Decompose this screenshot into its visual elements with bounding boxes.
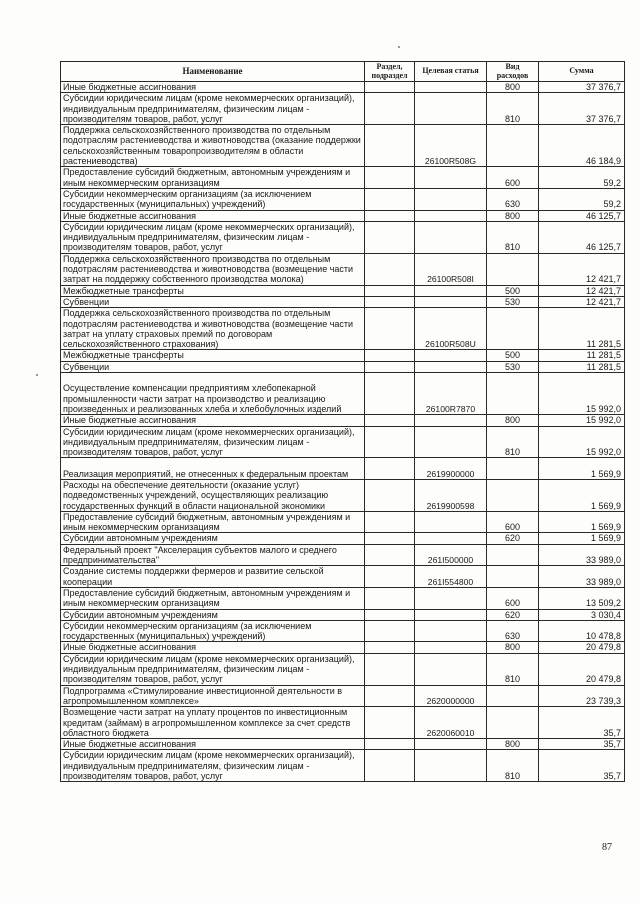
row-expense-type [487, 253, 539, 285]
row-target [415, 82, 487, 93]
header-section: Раздел, подраздел [365, 62, 415, 82]
row-section [365, 125, 415, 167]
row-target: 261I554800 [415, 566, 487, 588]
row-section [365, 210, 415, 221]
row-section [365, 479, 415, 511]
row-expense-type [487, 707, 539, 739]
row-expense-type: 530 [487, 361, 539, 372]
row-sum: 33 989,0 [539, 566, 625, 588]
table-row [61, 609, 625, 620]
row-name: Возмещение части затрат на уплату процентов по инвестиционным кредитам (займам) в агропромышленном комплексе за счет средств областного бюджета [61, 707, 365, 739]
row-target: 26100R7870 [415, 373, 487, 415]
row-target [415, 750, 487, 782]
row-target [415, 642, 487, 653]
row-section [365, 415, 415, 426]
row-section [365, 93, 415, 125]
row-target [415, 93, 487, 125]
row-sum: 3 030,4 [539, 609, 625, 620]
row-sum: 1 569,9 [539, 458, 625, 480]
header-sum: Сумма [539, 62, 625, 82]
row-expense-type: 810 [487, 750, 539, 782]
row-sum: 59,2 [539, 167, 625, 189]
row-section [365, 350, 415, 361]
table-row [61, 210, 625, 221]
row-sum: 20 479,8 [539, 653, 625, 685]
row-expense-type: 620 [487, 609, 539, 620]
row-name: Реализация мероприятий, не отнесенных к федеральным проектам [61, 458, 365, 480]
row-expense-type [487, 125, 539, 167]
row-name: Межбюджетные трансферты [61, 350, 365, 361]
row-section [365, 296, 415, 307]
row-sum: 13 509,2 [539, 587, 625, 609]
table-row [61, 587, 625, 609]
row-name: Предоставление субсидий бюджетным, автономным учреждениям и иным некоммерческим организациям [61, 167, 365, 189]
row-target [415, 167, 487, 189]
row-sum: 1 569,9 [539, 511, 625, 533]
row-expense-type [487, 308, 539, 350]
row-target [415, 188, 487, 210]
row-target [415, 609, 487, 620]
row-sum: 35,7 [539, 750, 625, 782]
row-expense-type [487, 685, 539, 707]
row-target [415, 296, 487, 307]
row-sum: 15 992,0 [539, 415, 625, 426]
row-section [365, 707, 415, 739]
row-expense-type: 530 [487, 296, 539, 307]
row-name: Субсидии юридическим лицам (кроме некоммерческих организаций), индивидуальным предпринимателям, физическим лицам - производителям товаров, работ, услуг [61, 653, 365, 685]
row-expense-type [487, 479, 539, 511]
row-section [365, 566, 415, 588]
budget-table [60, 61, 625, 782]
row-target [415, 511, 487, 533]
row-name: Поддержка сельскохозяйственного производства по отдельным подотраслям растениеводства и животноводства (возмещение части затрат на поддержку собственного производства молока) [61, 253, 365, 285]
row-section [365, 188, 415, 210]
row-name: Поддержка сельскохозяйственного производства по отдельным подотраслям растениеводства и животноводства (возмещение части затрат на уплату страховых премий по договорам сельскохозяйственного страхования) [61, 308, 365, 350]
table-row [61, 125, 625, 167]
row-sum: 11 281,5 [539, 361, 625, 372]
row-sum: 1 569,9 [539, 479, 625, 511]
row-sum: 37 376,7 [539, 93, 625, 125]
row-expense-type: 800 [487, 210, 539, 221]
row-target [415, 587, 487, 609]
row-target: 2620000000 [415, 685, 487, 707]
row-name: Межбюджетные трансферты [61, 285, 365, 296]
row-name: Предоставление субсидий бюджетным, автономным учреждениям и иным некоммерческим организациям [61, 511, 365, 533]
table-row [61, 373, 625, 415]
row-expense-type: 620 [487, 533, 539, 544]
row-target [415, 285, 487, 296]
row-section [365, 253, 415, 285]
row-section [365, 533, 415, 544]
row-target: 261I500000 [415, 544, 487, 566]
row-name: Субвенции [61, 296, 365, 307]
row-section [365, 609, 415, 620]
row-sum: 10 478,8 [539, 620, 625, 642]
row-target [415, 653, 487, 685]
table-row [61, 167, 625, 189]
row-expense-type: 630 [487, 188, 539, 210]
row-section [365, 221, 415, 253]
table-row [61, 533, 625, 544]
row-name: Федеральный проект "Акселерация субъектов малого и среднего предпринимательства" [61, 544, 365, 566]
table-body [61, 82, 625, 782]
row-expense-type: 800 [487, 739, 539, 750]
row-section [365, 653, 415, 685]
row-sum: 23 739,3 [539, 685, 625, 707]
row-section [365, 511, 415, 533]
header-name: Наименование [61, 62, 365, 82]
row-name: Субсидии некоммерческим организациям (за исключением государственных (муниципальных) учреждений) [61, 620, 365, 642]
table-row [61, 285, 625, 296]
table-row [61, 544, 625, 566]
row-expense-type: 810 [487, 426, 539, 458]
row-section [365, 308, 415, 350]
row-sum: 46 184,9 [539, 125, 625, 167]
row-section [365, 739, 415, 750]
row-sum: 37 376,7 [539, 82, 625, 93]
table-row [61, 93, 625, 125]
row-sum: 59,2 [539, 188, 625, 210]
row-expense-type: 800 [487, 415, 539, 426]
table-row [61, 566, 625, 588]
row-section [365, 285, 415, 296]
row-expense-type: 630 [487, 620, 539, 642]
row-target [415, 350, 487, 361]
row-section [365, 167, 415, 189]
row-expense-type: 800 [487, 642, 539, 653]
row-sum: 12 421,7 [539, 296, 625, 307]
row-target: 2619900598 [415, 479, 487, 511]
row-expense-type: 810 [487, 653, 539, 685]
row-name: Осуществление компенсации предприятиям хлебопекарной промышленности части затрат на производство и реализацию произведенных и реализованных хлеба и хлебобулочных изделий [61, 373, 365, 415]
row-name: Расходы на обеспечение деятельности (оказание услуг) подведомственных учреждений, осуществляющих реализацию государственных функций в области национальной экономики [61, 479, 365, 511]
row-expense-type: 800 [487, 82, 539, 93]
row-expense-type: 600 [487, 167, 539, 189]
row-sum: 12 421,7 [539, 253, 625, 285]
table-row [61, 188, 625, 210]
row-section [365, 361, 415, 372]
row-name: Субсидии юридическим лицам (кроме некоммерческих организаций), индивидуальным предпринимателям, физическим лицам - производителям товаров, работ, услуг [61, 221, 365, 253]
row-sum: 15 992,0 [539, 373, 625, 415]
table-row [61, 653, 625, 685]
row-expense-type [487, 373, 539, 415]
table-row [61, 707, 625, 739]
row-section [365, 458, 415, 480]
row-name: Иные бюджетные ассигнования [61, 642, 365, 653]
table-row [61, 308, 625, 350]
row-sum: 35,7 [539, 739, 625, 750]
table-row [61, 620, 625, 642]
scan-speck [36, 374, 38, 376]
row-name: Иные бюджетные ассигнования [61, 739, 365, 750]
row-name: Субсидии юридическим лицам (кроме некоммерческих организаций), индивидуальным предпринимателям, физическим лицам - производителям товаров, работ, услуг [61, 93, 365, 125]
table-row [61, 253, 625, 285]
row-section [365, 544, 415, 566]
row-name: Подпрограмма «Стимулирование инвестиционной деятельности в агропромышленном комплексе» [61, 685, 365, 707]
header-expense-type: Вид расходов [487, 62, 539, 82]
row-name: Иные бюджетные ассигнования [61, 415, 365, 426]
row-name: Иные бюджетные ассигнования [61, 210, 365, 221]
row-name: Субсидии автономным учреждениям [61, 533, 365, 544]
page-number: 87 [602, 842, 612, 853]
row-name: Субсидии юридическим лицам (кроме некоммерческих организаций), индивидуальным предпринимателям, физическим лицам - производителям товаров, работ, услуг [61, 426, 365, 458]
row-expense-type: 600 [487, 587, 539, 609]
row-sum: 46 125,7 [539, 221, 625, 253]
row-name: Субвенции [61, 361, 365, 372]
row-sum: 12 421,7 [539, 285, 625, 296]
row-name: Предоставление субсидий бюджетным, автономным учреждениям и иным некоммерческим организациям [61, 587, 365, 609]
row-section [365, 82, 415, 93]
row-section [365, 426, 415, 458]
row-expense-type: 810 [487, 221, 539, 253]
header-target: Целевая статья [415, 62, 487, 82]
row-expense-type [487, 544, 539, 566]
row-name: Иные бюджетные ассигнования [61, 82, 365, 93]
row-name: Поддержка сельскохозяйственного производства по отдельным подотраслям растениеводства и животноводства (оказание поддержки сельскохозяйственным товаропроизводителям в области растениеводства) [61, 125, 365, 167]
row-expense-type [487, 458, 539, 480]
row-name: Субсидии юридическим лицам (кроме некоммерческих организаций), индивидуальным предпринимателям, физическим лицам - производителям товаров, работ, услуг [61, 750, 365, 782]
row-target [415, 415, 487, 426]
row-sum: 35,7 [539, 707, 625, 739]
row-expense-type: 500 [487, 350, 539, 361]
row-target [415, 210, 487, 221]
table-row [61, 361, 625, 372]
row-sum: 11 281,5 [539, 308, 625, 350]
row-target: 26100R508U [415, 308, 487, 350]
table-row [61, 458, 625, 480]
row-target [415, 620, 487, 642]
row-target: 2619900000 [415, 458, 487, 480]
table-row [61, 685, 625, 707]
table-header-row [61, 62, 625, 82]
table-row [61, 511, 625, 533]
row-section [365, 587, 415, 609]
row-target: 26100R508G [415, 125, 487, 167]
row-sum: 46 125,7 [539, 210, 625, 221]
row-target [415, 426, 487, 458]
row-expense-type: 810 [487, 93, 539, 125]
table-row [61, 479, 625, 511]
row-sum: 11 281,5 [539, 350, 625, 361]
row-sum: 15 992,0 [539, 426, 625, 458]
table-row [61, 350, 625, 361]
row-section [365, 642, 415, 653]
table-row [61, 739, 625, 750]
table-row [61, 221, 625, 253]
row-section [365, 750, 415, 782]
table-row [61, 750, 625, 782]
row-name: Субсидии некоммерческим организациям (за исключением государственных (муниципальных) учреждений) [61, 188, 365, 210]
row-sum: 33 989,0 [539, 544, 625, 566]
row-name: Субсидии автономным учреждениям [61, 609, 365, 620]
table-row [61, 642, 625, 653]
row-section [365, 620, 415, 642]
row-sum: 20 479,8 [539, 642, 625, 653]
row-target [415, 739, 487, 750]
table-row [61, 426, 625, 458]
scan-speck [398, 46, 400, 48]
row-target [415, 361, 487, 372]
row-section [365, 373, 415, 415]
row-target: 26100R508I [415, 253, 487, 285]
row-section [365, 685, 415, 707]
row-expense-type [487, 566, 539, 588]
row-name: Создание системы поддержки фермеров и развитие сельской кооперации [61, 566, 365, 588]
row-target [415, 221, 487, 253]
table-row [61, 82, 625, 93]
table-row [61, 296, 625, 307]
row-expense-type: 600 [487, 511, 539, 533]
row-target [415, 533, 487, 544]
table-row [61, 415, 625, 426]
row-sum: 1 569,9 [539, 533, 625, 544]
row-target: 2620060010 [415, 707, 487, 739]
row-expense-type: 500 [487, 285, 539, 296]
